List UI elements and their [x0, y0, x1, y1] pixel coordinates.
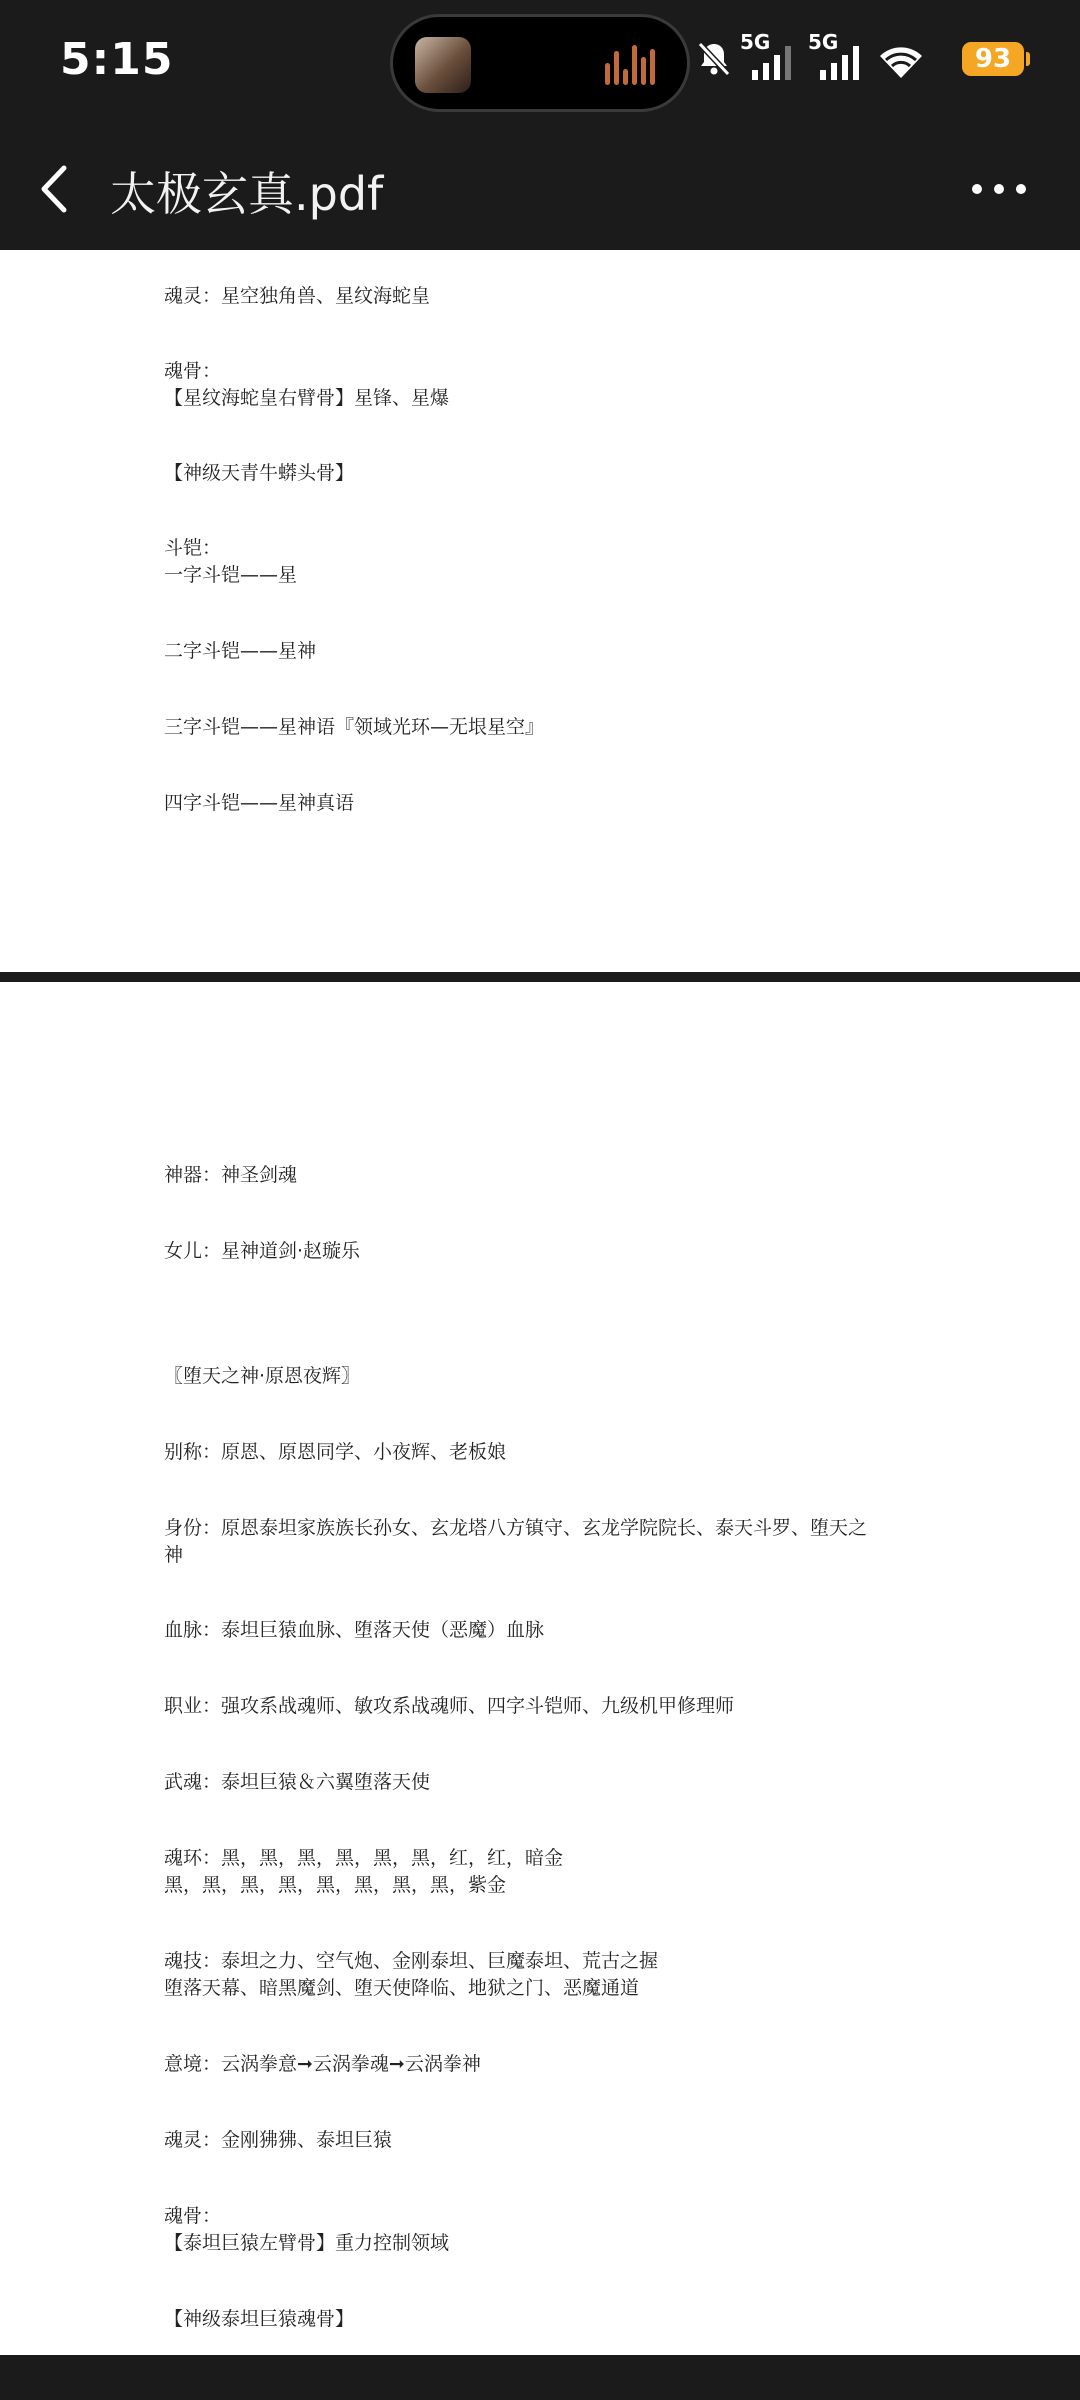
status-time: 5:15	[60, 34, 174, 85]
media-thumbnail-icon	[415, 37, 471, 93]
audio-wave-icon	[605, 45, 657, 85]
status-icons	[694, 30, 1024, 82]
text-line: 【泰坦巨猿左臂骨】重力控制领域	[164, 2232, 450, 2254]
pdf-page[interactable]	[0, 982, 1080, 2355]
back-arrow-icon[interactable]	[30, 154, 90, 224]
status-bar	[0, 0, 1080, 128]
text-line: 三字斗铠——星神语『领域光环—无垠星空』	[164, 716, 545, 738]
text-line: 女儿：星神道剑·赵璇乐	[164, 1240, 361, 1262]
app-header	[0, 128, 1080, 250]
text-line: 黑，黑，黑，黑，黑，黑，黑，黑，紫金	[164, 1874, 507, 1896]
more-options-icon[interactable]	[970, 174, 1030, 204]
text-line: 魂骨：	[164, 2205, 222, 2227]
text-line: 神	[164, 1544, 184, 1566]
bell-muted-icon	[694, 38, 734, 78]
text-line: 意境：云涡拳意➞云涡拳魂➞云涡拳神	[164, 2053, 481, 2075]
text-line: 斗铠：	[164, 537, 222, 559]
text-line: 血脉：泰坦巨猿血脉、堕落天使（恶魔）血脉	[164, 1619, 545, 1641]
text-line: 魂灵：金刚狒狒、泰坦巨猿	[164, 2129, 393, 2151]
text-line: 武魂：泰坦巨猿＆六翼堕落天使	[164, 1771, 431, 1793]
text-line: 二字斗铠——星神	[164, 640, 317, 662]
network-type-1: 5G	[740, 30, 771, 54]
text-line: 魂技：泰坦之力、空气炮、金刚泰坦、巨魔泰坦、荒古之握	[164, 1950, 659, 1972]
battery-level: 93	[962, 42, 1024, 76]
text-line: 【星纹海蛇皇右臂骨】星锋、星爆	[164, 387, 450, 409]
text-line: 神器：神圣剑魂	[164, 1164, 298, 1186]
signal-strength-icon	[752, 46, 796, 80]
dynamic-island[interactable]	[390, 14, 690, 112]
text-line: 【神级泰坦巨猿魂骨】	[164, 2308, 355, 2330]
text-line: 身份：原恩泰坦家族族长孙女、玄龙塔八方镇守、玄龙学院院长、泰天斗罗、堕天之	[164, 1517, 868, 1539]
text-line: 【神级天青牛蟒头骨】	[164, 462, 355, 484]
document-title: 太极玄真.pdf	[110, 167, 384, 221]
text-line: 堕落天幕、暗黑魔剑、堕天使降临、地狱之门、恶魔通道	[164, 1977, 640, 1999]
text-line: 魂环：黑，黑，黑，黑，黑，黑，红，红，暗金	[164, 1847, 564, 1869]
signal-strength-icon	[820, 46, 864, 80]
text-line: 四字斗铠——星神真语	[164, 792, 355, 814]
network-type-2: 5G	[808, 30, 839, 54]
text-line: 魂灵：星空独角兽、星纹海蛇皇	[164, 285, 431, 307]
wifi-icon	[878, 44, 924, 80]
text-line: 〖堕天之神·原恩夜辉〗	[164, 1365, 361, 1387]
text-line: 魂骨：	[164, 360, 222, 382]
text-line: 职业：强攻系战魂师、敏攻系战魂师、四字斗铠师、九级机甲修理师	[164, 1695, 735, 1717]
text-line: 一字斗铠——星	[164, 564, 298, 586]
pdf-page[interactable]	[0, 250, 1080, 972]
text-line: 别称：原恩、原恩同学、小夜辉、老板娘	[164, 1441, 507, 1463]
